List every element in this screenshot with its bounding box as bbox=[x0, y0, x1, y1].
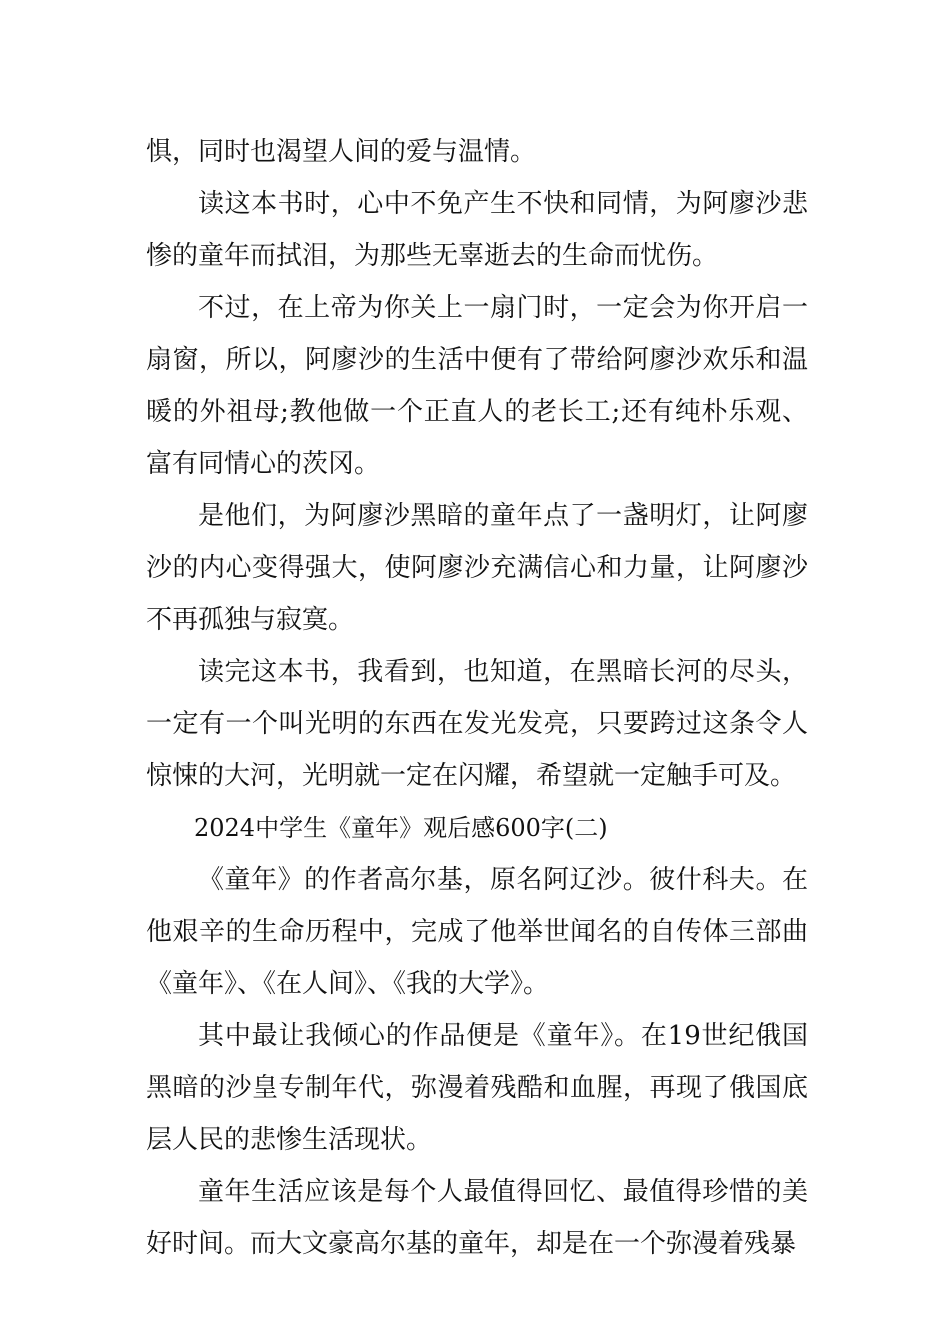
paragraph-window-opened: 不过，在上帝为你关上一扇门时，一定会为你开启一扇窗，所以，阿廖沙的生活中便有了带给阿廖沙欢乐和温暖的外祖母;教他做一个正直人的老长工;还有纯朴乐观、富有同情心的茨冈。 bbox=[146, 293, 808, 479]
paragraph-continuation: 惧，同时也渴望人间的爱与温情。 bbox=[146, 137, 537, 167]
section-heading: 2024中学生《童年》观后感600字(二) bbox=[194, 814, 608, 842]
paragraph-childhood-memories: 童年生活应该是每个人最值得回忆、最值得珍惜的美好时间。而大文豪高尔基的童年，却是在一个弥漫着残暴 bbox=[146, 1177, 808, 1259]
paragraph-reading-feelings: 读这本书时，心中不免产生不快和同情，为阿廖沙悲惨的童年而拭泪，为那些无辜逝去的生命而忧伤。 bbox=[146, 189, 808, 271]
document-body bbox=[146, 126, 808, 1270]
paragraph-light-at-end: 读完这本书，我看到，也知道，在黑暗长河的尽头，一定有一个叫光明的东西在发光发亮，只要跨过这条令人惊悚的大河，光明就一定在闪耀，希望就一定触手可及。 bbox=[146, 657, 808, 791]
paragraph-favorite-work: 其中最让我倾心的作品便是《童年》。在19世纪俄国黑暗的沙皇专制年代，弥漫着残酷和血腥，再现了俄国底层人民的悲惨生活现状。 bbox=[146, 1021, 808, 1155]
paragraph-author-intro: 《童年》的作者高尔基，原名阿辽沙。彼什科夫。在他艰辛的生命历程中，完成了他举世闻名的自传体三部曲《童年》、《在人间》、《我的大学》。 bbox=[146, 865, 808, 999]
paragraph-bright-lamp: 是他们，为阿廖沙黑暗的童年点了一盏明灯，让阿廖沙的内心变得强大，使阿廖沙充满信心和力量，让阿廖沙不再孤独与寂寞。 bbox=[146, 501, 808, 635]
